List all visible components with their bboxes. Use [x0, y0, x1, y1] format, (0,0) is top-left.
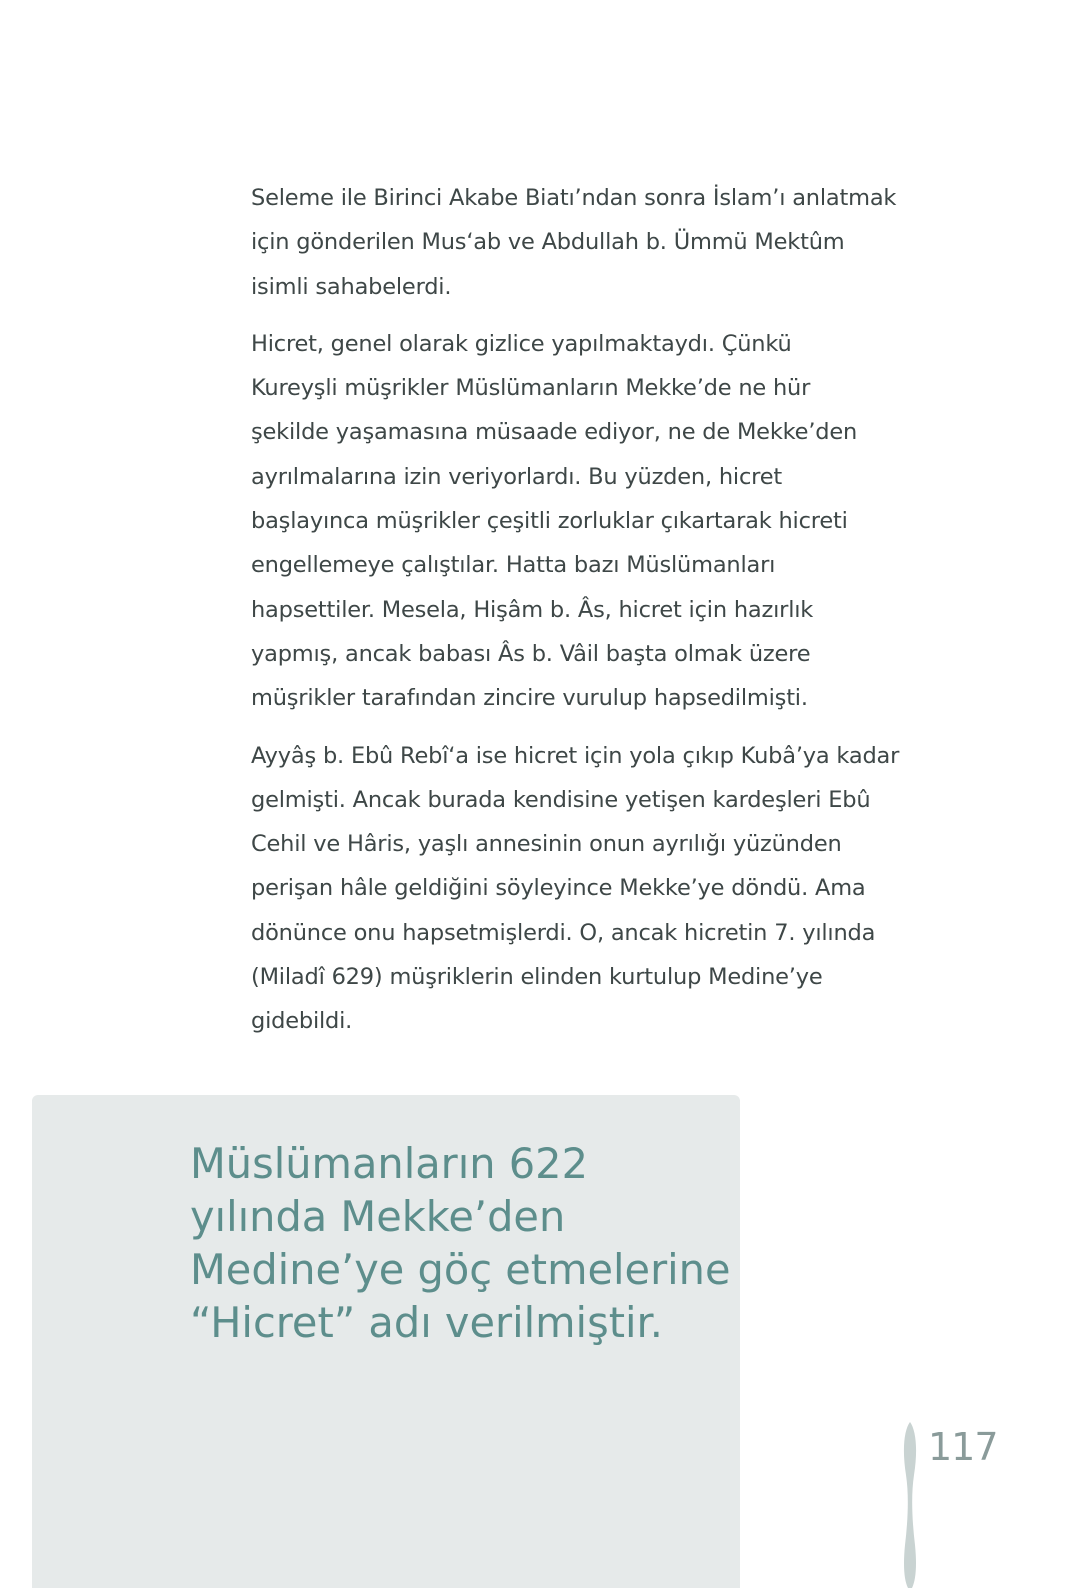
text-line: gidebildi. [251, 1008, 353, 1035]
text-line: Ayyâş b. Ebû Rebî‘a ise hicret için yola çıkıp Kubâ’ya kadar [251, 742, 900, 769]
text-line: Cehil ve Hâris, yaşlı annesinin onun ayrılığı yüzünden [251, 831, 842, 858]
page-ornament-icon [896, 1420, 924, 1588]
callout-line: Medine’ye göç etmelerine [190, 1245, 731, 1294]
text-line: Seleme ile Birinci Akabe Biatı’ndan sonra İslam’ı anlatmak [251, 185, 897, 211]
callout-line: Müslümanların 622 [190, 1139, 588, 1188]
text-line: perişan hâle geldiğini söyleyince Mekke’ye döndü. Ama [251, 875, 866, 902]
callout-line: yılında Mekke’den [190, 1192, 566, 1241]
callout-line: “Hicret” adı verilmiştir. [190, 1298, 663, 1347]
text-line: (Miladî 629) müşriklerin elinden kurtulup Medine’ye [251, 964, 823, 991]
text-line: şekilde yaşamasına müsaade ediyor, ne de Mekke’den [251, 419, 858, 446]
text-line: başlayınca müşrikler çeşitli zorluklar çıkartarak hicreti [251, 508, 848, 535]
text-line: yapmış, ancak babası Âs b. Vâil başta olmak üzere [251, 640, 811, 667]
text-line: gelmişti. Ancak burada kendisine yetişen kardeşleri Ebû [251, 786, 871, 813]
text-line: Hicret, genel olarak gizlice yapılmaktaydı. Çünkü [251, 330, 792, 357]
page-footer [896, 1420, 1016, 1588]
body-text [251, 176, 900, 1057]
text-line: isimli sahabelerdi. [251, 273, 452, 300]
callout-text [190, 1137, 730, 1349]
page-number: 117 [928, 1425, 998, 1469]
paragraph [251, 176, 897, 309]
callout-box [32, 1095, 740, 1588]
text-line: Kureyşli müşrikler Müslümanların Mekke’de ne hür [251, 375, 811, 402]
paragraph [251, 322, 891, 721]
text-line: engellemeye çalıştılar. Hatta bazı Müslümanları [251, 552, 776, 579]
text-line: hapsettiler. Mesela, Hişâm b. Âs, hicret için hazırlık [251, 596, 814, 623]
text-line: dönünce onu hapsetmişlerdi. O, ancak hicretin 7. yılında [251, 919, 876, 946]
text-line: müşrikler tarafından zincire vurulup hapsedilmişti. [251, 685, 808, 712]
text-line: ayrılmalarına izin veriyorlardı. Bu yüzden, hicret [251, 463, 782, 490]
text-line: için gönderilen Mus‘ab ve Abdullah b. Ümmü Mektûm [251, 229, 845, 256]
paragraph [251, 734, 900, 1044]
